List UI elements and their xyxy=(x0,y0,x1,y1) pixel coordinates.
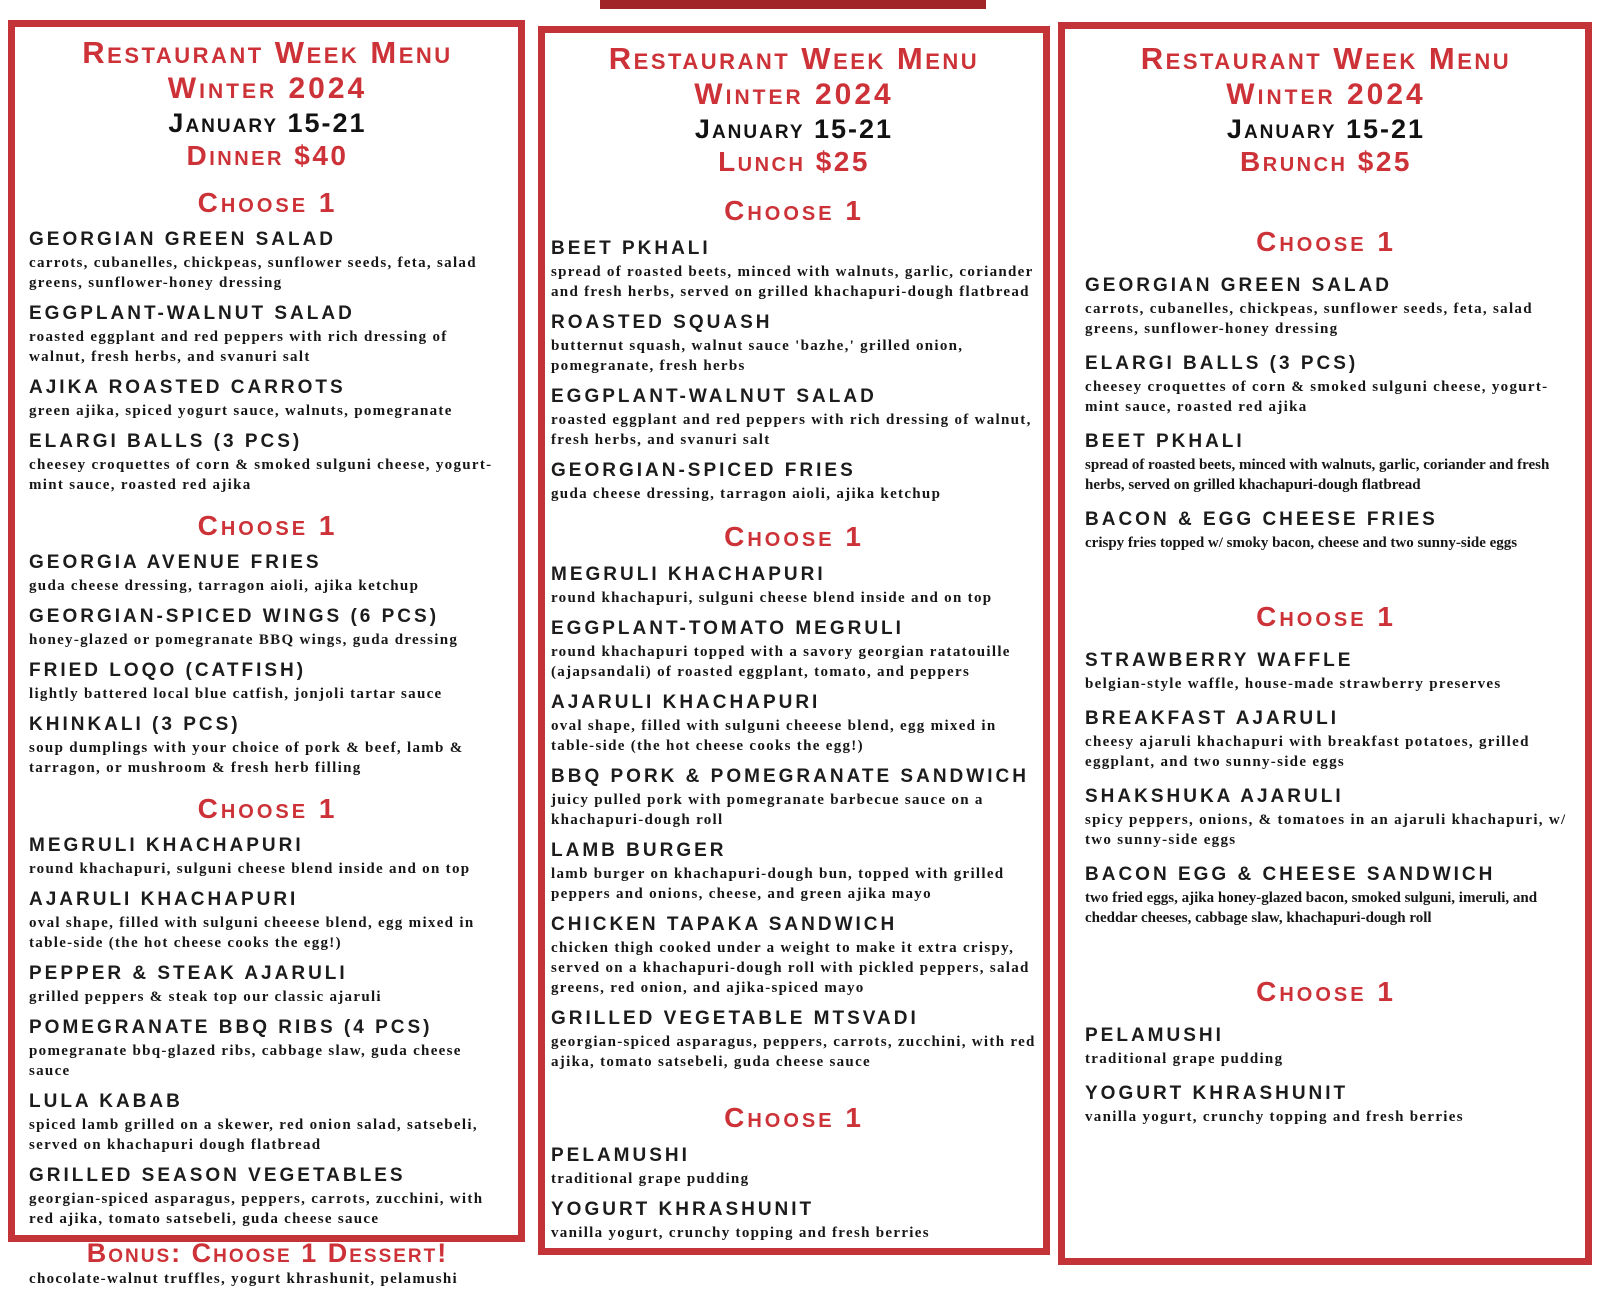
item-name: ROASTED SQUASH xyxy=(551,312,773,333)
item-name: SHAKSHUKA AJARULI xyxy=(1085,786,1344,807)
section-heading: Choose 1 xyxy=(724,521,864,552)
menu-card-lunch xyxy=(538,26,1050,1255)
menu-meal-price: Dinner $40 xyxy=(186,140,349,171)
item-name: KHINKALI (3 PCS) xyxy=(29,714,241,735)
item-description: cheesey croquettes of corn & smoked sulguni cheese, yogurt-mint sauce, roasted red ajika xyxy=(29,457,493,493)
item-name: PELAMUSHI xyxy=(1085,1025,1224,1046)
item-name: STRAWBERRY WAFFLE xyxy=(1085,650,1354,671)
item-description: spiced lamb grilled on a skewer, red onion salad, satsebeli, served on khachapuri dough flatbread xyxy=(29,1117,478,1153)
menu-item xyxy=(29,302,506,367)
section-heading: Choose 1 xyxy=(1256,226,1396,257)
item-name: FRIED LOQO (CATFISH) xyxy=(29,660,307,681)
menu-item xyxy=(29,605,506,650)
item-description: roasted eggplant and red peppers with rich dressing of walnut, fresh herbs, and svanuri salt xyxy=(29,329,448,365)
item-description: carrots, cubanelles, chickpeas, sunflower seeds, feta, salad greens, sunflower-honey dressing xyxy=(1085,301,1533,337)
section-heading: Choose 1 xyxy=(197,187,338,218)
item-description: oval shape, filled with sulguni cheeese blend, egg mixed in table-side (the hot cheese cooks the egg!) xyxy=(29,915,475,951)
item-name: AJIKA ROASTED CARROTS xyxy=(29,377,346,398)
menu-item xyxy=(551,1198,1037,1243)
item-name: AJARULI KHACHAPURI xyxy=(551,692,821,713)
menu-dates: January 15-21 xyxy=(694,114,894,144)
item-description: two fried eggs, ajika honey-glazed bacon, smoked sulguni, imeruli, and cheddar cheeses, cabbage slaw, khachapuri-dough roll xyxy=(1085,890,1538,926)
menu-subtitle: Winter 2024 xyxy=(1226,78,1426,111)
menu-item xyxy=(551,459,1037,504)
menu-item xyxy=(551,765,1037,830)
menu-item xyxy=(1085,508,1567,553)
menu-item xyxy=(551,311,1037,376)
menu-item xyxy=(29,713,506,778)
menu-item xyxy=(551,1144,1037,1189)
item-description: georgian-spiced asparagus, peppers, carrots, zucchini, with red ajika, tomato satsebeli, guda cheese sauce xyxy=(29,1191,484,1227)
item-name: GEORGIAN-SPICED FRIES xyxy=(551,460,856,481)
menu-subtitle: Winter 2024 xyxy=(167,72,368,105)
item-name: BBQ PORK & POMEGRANATE SANDWICH xyxy=(551,766,1029,787)
item-description: vanilla yogurt, crunchy topping and fresh berries xyxy=(551,1225,930,1241)
item-name: CHICKEN TAPAKA SANDWICH xyxy=(551,914,898,935)
item-name: GEORGIA AVENUE FRIES xyxy=(29,552,322,573)
menu-item xyxy=(551,691,1037,756)
item-name: AJARULI KHACHAPURI xyxy=(29,889,299,910)
item-description: lightly battered local blue catfish, jonjoli tartar sauce xyxy=(29,686,443,702)
item-name: PELAMUSHI xyxy=(551,1145,690,1166)
menu-card-brunch xyxy=(1058,22,1592,1265)
menu-item xyxy=(29,659,506,704)
menu-dates: January 15-21 xyxy=(168,108,367,138)
menu-item xyxy=(29,1090,506,1155)
item-name: LULA KABAB xyxy=(29,1091,183,1112)
item-name: PEPPER & STEAK AJARULI xyxy=(29,963,348,984)
item-description: chicken thigh cooked under a weight to make it extra crispy, served on a khachapuri-dough roll with pickled peppers, salad greens, red onion, and ajika-spiced mayo xyxy=(551,940,1030,996)
item-name: EGGPLANT-WALNUT SALAD xyxy=(551,386,877,407)
item-name: YOGURT KHRASHUNIT xyxy=(1085,1083,1349,1104)
section-heading: Choose 1 xyxy=(724,1102,864,1133)
menu-title: Restaurant Week Menu xyxy=(1140,41,1512,76)
menu-subtitle: Winter 2024 xyxy=(694,78,894,111)
menu-dates: January 15-21 xyxy=(1226,114,1426,144)
section-heading: Choose 1 xyxy=(724,195,864,226)
menu-item xyxy=(1085,863,1567,928)
item-description: guda cheese dressing, tarragon aioli, ajika ketchup xyxy=(551,486,942,502)
menu-item xyxy=(29,430,506,495)
bonus-heading: Bonus: Choose 1 Dessert! xyxy=(86,1238,449,1268)
item-description: georgian-spiced asparagus, peppers, carrots, zucchini, with red ajika, tomato satsebeli, guda cheese sauce xyxy=(551,1034,1036,1070)
menu-item xyxy=(551,1007,1037,1072)
menu-item xyxy=(29,1164,506,1229)
menu-item xyxy=(551,385,1037,450)
menu-title: Restaurant Week Menu xyxy=(608,41,980,76)
menu-item xyxy=(29,1016,506,1081)
item-description: carrots, cubanelles, chickpeas, sunflower seeds, feta, salad greens, sunflower-honey dressing xyxy=(29,255,477,291)
item-name: MEGRULI KHACHAPURI xyxy=(551,564,826,585)
item-description: butternut squash, walnut sauce 'bazhe,' grilled onion, pomegranate, fresh herbs xyxy=(551,338,964,374)
menu-title: Restaurant Week Menu xyxy=(82,35,453,70)
item-description: pomegranate bbq-glazed ribs, cabbage slaw, guda cheese sauce xyxy=(29,1043,462,1079)
section-heading: Choose 1 xyxy=(197,510,338,541)
item-description: round khachapuri topped with a savory georgian ratatouille (ajapsandali) of roasted eggplant, tomato, and peppers xyxy=(551,644,1011,680)
menu-item xyxy=(1085,430,1567,495)
item-description: guda cheese dressing, tarragon aioli, ajika ketchup xyxy=(29,578,420,594)
bonus-description: chocolate-walnut truffles, yogurt khrashunit, pelamushi xyxy=(29,1271,459,1287)
item-name: BACON EGG & CHEESE SANDWICH xyxy=(1085,864,1496,885)
menu-item xyxy=(551,563,1037,608)
item-description: traditional grape pudding xyxy=(551,1171,750,1187)
menu-item xyxy=(29,228,506,293)
item-description: spread of roasted beets, minced with walnuts, garlic, coriander and fresh herbs, served on grilled khachapuri-dough flatbread xyxy=(1085,457,1550,493)
menu-item xyxy=(1085,649,1567,694)
item-name: BEET PKHALI xyxy=(1085,431,1245,452)
item-description: juicy pulled pork with pomegranate barbecue sauce on a khachapuri-dough roll xyxy=(551,792,984,828)
menu-item xyxy=(1085,352,1567,417)
menu-item xyxy=(1085,1082,1567,1127)
menu-meal-price: Lunch $25 xyxy=(718,146,870,177)
item-description: spread of roasted beets, minced with walnuts, garlic, coriander and fresh herbs, served on grilled khachapuri-dough flatbread xyxy=(551,264,1034,300)
section-heading: Choose 1 xyxy=(1256,601,1396,632)
item-name: EGGPLANT-WALNUT SALAD xyxy=(29,303,355,324)
item-name: EGGPLANT-TOMATO MEGRULI xyxy=(551,618,904,639)
item-description: soup dumplings with your choice of pork & beef, lamb & tarragon, or mushroom & fresh herb filling xyxy=(29,740,464,776)
item-name: GRILLED VEGETABLE MTSVADI xyxy=(551,1008,919,1029)
item-description: oval shape, filled with sulguni cheeese blend, egg mixed in table-side (the hot cheese cooks the egg!) xyxy=(551,718,997,754)
item-name: GEORGIAN GREEN SALAD xyxy=(29,229,337,250)
item-description: honey-glazed or pomegranate BBQ wings, guda dressing xyxy=(29,632,459,648)
item-name: ELARGI BALLS (3 PCS) xyxy=(1085,353,1359,374)
menu-item xyxy=(1085,785,1567,850)
item-description: vanilla yogurt, crunchy topping and fresh berries xyxy=(1085,1109,1464,1125)
item-description: grilled peppers & steak top our classic ajaruli xyxy=(29,989,382,1005)
menu-item xyxy=(1085,274,1567,339)
menu-item xyxy=(29,376,506,421)
item-description: belgian-style waffle, house-made strawberry preserves xyxy=(1085,676,1502,692)
menu-card-dinner xyxy=(8,20,525,1287)
item-name: LAMB BURGER xyxy=(551,840,727,861)
menu-item xyxy=(551,913,1037,998)
item-name: GEORGIAN GREEN SALAD xyxy=(1085,275,1393,296)
item-name: GEORGIAN-SPICED WINGS (6 PCS) xyxy=(29,606,440,627)
item-name: YOGURT KHRASHUNIT xyxy=(551,1199,815,1220)
item-description: spicy peppers, onions, & tomatoes in an ajaruli khachapuri, w/ two sunny-side eggs xyxy=(1085,812,1567,848)
item-description: round khachapuri, sulguni cheese blend inside and on top xyxy=(29,861,471,877)
item-name: GRILLED SEASON VEGETABLES xyxy=(29,1165,406,1186)
cropped-menu-page-edge xyxy=(600,0,986,9)
menu-item xyxy=(29,551,506,596)
item-description: lamb burger on khachapuri-dough bun, topped with grilled peppers and onions, cheese, and green ajika mayo xyxy=(551,866,1005,902)
menu-item xyxy=(1085,1024,1567,1069)
menu-item xyxy=(29,962,506,1007)
item-description: green ajika, spiced yogurt sauce, walnuts, pomegranate xyxy=(29,403,453,419)
item-description: traditional grape pudding xyxy=(1085,1051,1284,1067)
item-name: BACON & EGG CHEESE FRIES xyxy=(1085,509,1438,530)
item-name: POMEGRANATE BBQ RIBS (4 PCS) xyxy=(29,1017,433,1038)
menu-item xyxy=(551,839,1037,904)
menu-item xyxy=(29,834,506,879)
menu-item xyxy=(551,237,1037,302)
item-name: BREAKFAST AJARULI xyxy=(1085,708,1340,729)
item-description: roasted eggplant and red peppers with rich dressing of walnut, fresh herbs, and svanuri salt xyxy=(551,412,1032,448)
item-description: cheesy ajaruli khachapuri with breakfast potatoes, grilled eggplant, and two sunny-side eggs xyxy=(1085,734,1530,770)
item-description: crispy fries topped w/ smoky bacon, cheese and two sunny-side eggs xyxy=(1085,535,1518,551)
menu-item xyxy=(1085,707,1567,772)
menu-item xyxy=(29,888,506,953)
item-description: round khachapuri, sulguni cheese blend inside and on top xyxy=(551,590,993,606)
item-description: cheesey croquettes of corn & smoked sulguni cheese, yogurt-mint sauce, roasted red ajika xyxy=(1085,379,1549,415)
menu-meal-price: Brunch $25 xyxy=(1240,146,1412,177)
item-name: ELARGI BALLS (3 PCS) xyxy=(29,431,303,452)
section-heading: Choose 1 xyxy=(1256,976,1396,1007)
item-name: BEET PKHALI xyxy=(551,238,711,259)
menu-item xyxy=(551,617,1037,682)
section-heading: Choose 1 xyxy=(197,793,338,824)
item-name: MEGRULI KHACHAPURI xyxy=(29,835,304,856)
